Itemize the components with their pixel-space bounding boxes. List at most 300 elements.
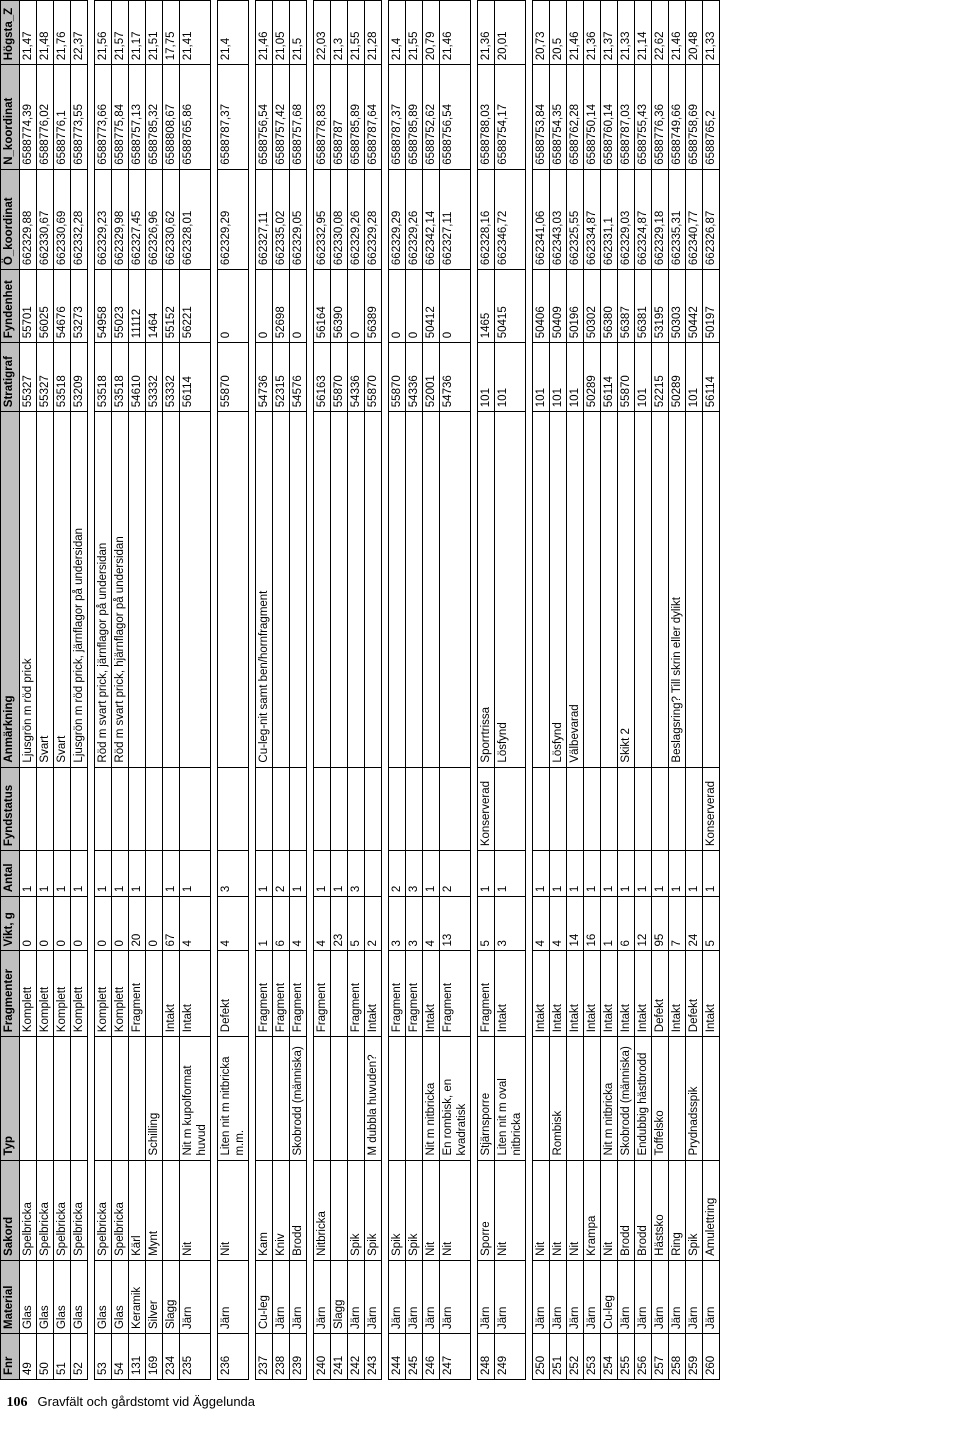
table-cell: Järn [218,1260,249,1333]
column-header: N_koordinat [1,65,20,170]
table-cell: 21,56 [95,1,112,65]
table-cell [54,767,71,851]
table-cell: 6588752,62 [423,65,440,170]
table-cell: 0 [406,270,423,343]
table-cell [533,1037,550,1160]
table-cell: Intakt [163,951,180,1037]
table-cell: Fragment [440,951,471,1037]
table-cell: 169 [146,1334,163,1380]
table-cell [146,951,163,1037]
table-cell [331,412,348,767]
table-cell: 56163 [314,343,331,412]
table-cell: 21,48 [37,1,54,65]
table-cell: Nit [440,1160,471,1260]
table-cell [389,767,406,851]
table-cell: 251 [550,1334,567,1380]
table-cell: 16 [584,897,601,951]
table-cell: Intakt [601,951,618,1037]
table-cell: Intakt [703,951,720,1037]
table-cell: Defekt [652,951,669,1037]
table-cell: Spelbricka [37,1160,54,1260]
table-cell: 240 [314,1334,331,1380]
table-cell: Ljusgrön m röd prick [20,412,37,767]
column-header: Anmärkning [1,412,20,767]
table-row [95,1,112,1380]
table-cell: 0 [95,897,112,951]
table-cell: 21,5 [290,1,307,65]
table-cell: 13 [440,897,471,951]
table-cell: Kniv [273,1160,290,1260]
table-cell: 244 [389,1334,406,1380]
table-cell: 21,41 [180,1,211,65]
table-cell: Järn [478,1260,495,1333]
table-cell: Spik [365,1160,382,1260]
table-row [20,1,37,1380]
table-cell [273,767,290,851]
table-cell [331,1160,348,1260]
table-row [348,1,365,1380]
table-cell: 56164 [314,270,331,343]
table-cell: 1 [669,851,686,897]
table-header-row [1,1,20,1380]
table-cell: Intakt [423,951,440,1037]
table-row [331,1,348,1380]
table-cell: 1 [567,851,584,897]
table-cell: Järn [669,1260,686,1333]
table-cell: 252 [567,1334,584,1380]
table-cell: 22,62 [652,1,669,65]
table-cell: 0 [256,270,273,343]
table-cell: 662328,16 [478,169,495,269]
table-cell [331,1037,348,1160]
table-cell: Järn [389,1260,406,1333]
table-cell: Nit m nitbricka [601,1037,618,1160]
table-cell: 4 [550,897,567,951]
table-cell: 56025 [37,270,54,343]
table-cell: 53518 [112,343,129,412]
table-cell: 55870 [618,343,635,412]
table-cell: 0 [20,897,37,951]
table-cell: 56381 [635,270,652,343]
table-cell: 6588760,14 [601,65,618,170]
table-cell: 662341,06 [533,169,550,269]
group-spacer [471,1,478,1380]
table-cell [406,767,423,851]
table-cell: Skobrodd (människa) [290,1037,307,1160]
table-cell: 49 [20,1334,37,1380]
table-cell: 1 [423,851,440,897]
table-cell: 662329,29 [389,169,406,269]
column-header: Fyndenhet [1,270,20,343]
table-cell: Komplett [37,951,54,1037]
table-cell: 6588773,55 [71,65,88,170]
table-cell: 54958 [95,270,112,343]
table-cell: 101 [635,343,652,412]
table-cell [652,412,669,767]
table-cell: 20,73 [533,1,550,65]
table-row [112,1,129,1380]
table-cell: 50302 [584,270,601,343]
table-cell: Cu-leg [256,1260,273,1333]
table-cell: 55701 [20,270,37,343]
table-cell: 21,55 [406,1,423,65]
table-cell: 6588776,36 [652,65,669,170]
table-cell: 6588788,03 [478,65,495,170]
table-cell: 253 [584,1334,601,1380]
table-cell: 662335,02 [273,169,290,269]
table-cell: 21,46 [567,1,584,65]
table-cell [389,1037,406,1160]
table-cell: 1 [37,851,54,897]
table-cell: 55023 [112,270,129,343]
table-cell: Liten nit m nitbricka m.m. [218,1037,249,1160]
table-cell: 4 [533,897,550,951]
table-cell: 1 [703,851,720,897]
table-cell: 1 [180,851,211,897]
table-cell: 53518 [54,343,71,412]
table-cell: 54676 [54,270,71,343]
table-row [440,1,471,1380]
table-cell [618,767,635,851]
table-cell [37,767,54,851]
table-cell: 3 [406,897,423,951]
table-cell: 53209 [71,343,88,412]
table-cell [440,767,471,851]
table-cell: 0 [112,897,129,951]
table-cell [601,767,618,851]
table-cell [423,767,440,851]
table-cell: Cu-leg-nit samt ben/hornfragment [256,412,273,767]
table-cell: Intakt [495,951,526,1037]
table-cell: Komplett [20,951,37,1037]
table-cell: 12 [635,897,652,951]
table-cell: 55870 [365,343,382,412]
table-cell: 6588787,03 [618,65,635,170]
table-cell: 6588775,84 [112,65,129,170]
table-cell: 56114 [601,343,618,412]
table-cell: Fragment [314,951,331,1037]
table-cell: 21,05 [273,1,290,65]
table-cell: 5 [703,897,720,951]
table-cell: Järn [703,1260,720,1333]
table-cell: 0 [146,897,163,951]
table-cell [95,1037,112,1160]
table-cell: Järn [314,1260,331,1333]
table-cell: 1 [256,897,273,951]
table-cell: Skobrodd (människa) [618,1037,635,1160]
table-cell: 662329,03 [618,169,635,269]
table-cell: 50303 [669,270,686,343]
table-cell: 662329,05 [290,169,307,269]
table-cell [20,767,37,851]
table-cell [533,412,550,767]
table-cell: 20,79 [423,1,440,65]
table-cell: Järn [423,1260,440,1333]
table-cell: Slagg [331,1260,348,1333]
table-cell [163,1037,180,1160]
table-cell: 54610 [129,343,146,412]
table-cell: 50409 [550,270,567,343]
table-cell: 234 [163,1334,180,1380]
table-cell: Toffelsko [652,1037,669,1160]
table-row [495,1,526,1380]
table-cell: Spik [406,1160,423,1260]
table-row [290,1,307,1380]
table-cell: 21,46 [669,1,686,65]
table-cell: 3 [218,851,249,897]
table-cell: 53332 [146,343,163,412]
table-cell: 662327,45 [129,169,146,269]
page-number: 106 [6,1395,28,1410]
table-cell: 56221 [180,270,211,343]
table-cell: Glas [112,1260,129,1333]
table-cell: 6588755,43 [635,65,652,170]
table-cell: 24 [686,897,703,951]
table-cell: 52 [71,1334,88,1380]
table-cell: 0 [348,270,365,343]
table-cell: 6588787,37 [218,65,249,170]
table-cell: Amulettring [703,1160,720,1260]
table-cell: Järn [686,1260,703,1333]
table-cell: 20,01 [495,1,526,65]
table-cell: Fragment [478,951,495,1037]
table-cell: 662342,14 [423,169,440,269]
table-cell: 56389 [365,270,382,343]
table-cell: Fragment [389,951,406,1037]
table-cell: Brodd [635,1160,652,1260]
table-cell: 3 [495,897,526,951]
table-cell: 56114 [703,343,720,412]
table-cell: 1 [550,851,567,897]
table-cell: 55870 [389,343,406,412]
table-cell: Intakt [669,951,686,1037]
table-cell: 101 [686,343,703,412]
column-header: Vikt, g [1,897,20,951]
table-cell: 662326,96 [146,169,163,269]
table-row [54,1,71,1380]
table-cell: 257 [652,1334,669,1380]
table-cell: 20 [129,897,146,951]
table-cell: Järn [273,1260,290,1333]
table-cell: Spik [389,1160,406,1260]
group-spacer [249,1,256,1380]
group-spacer [211,1,218,1380]
table-cell: Spelbricka [95,1160,112,1260]
table-cell [71,1037,88,1160]
table-cell: 54736 [440,343,471,412]
table-cell: 259 [686,1334,703,1380]
table-cell: 1 [54,851,71,897]
table-cell: 254 [601,1334,618,1380]
table-cell: Välbevarad [567,412,584,767]
table-cell: 1 [478,851,495,897]
table-cell: Lösfynd [495,412,526,767]
table-cell [290,767,307,851]
table-row [584,1,601,1380]
table-cell: 22,37 [71,1,88,65]
table-cell: 21,33 [618,1,635,65]
table-cell [584,767,601,851]
table-cell: 50197 [703,270,720,343]
table-cell: Komplett [54,951,71,1037]
table-row [618,1,635,1380]
table-cell: Sporrtrissa [478,412,495,767]
table-cell: 21,76 [54,1,71,65]
table-cell [567,1037,584,1160]
table-row [180,1,211,1380]
table-cell [550,767,567,851]
table-cell [146,767,163,851]
table-cell: 1 [533,851,550,897]
table-cell [180,412,211,767]
table-cell: 1 [584,851,601,897]
table-cell: 0 [71,897,88,951]
table-cell: 56387 [618,270,635,343]
table-cell: 1 [290,851,307,897]
table-cell: 50289 [669,343,686,412]
table-cell: 0 [290,270,307,343]
table-cell: 6588787,37 [389,65,406,170]
table-cell [331,951,348,1037]
table-cell: 662327,11 [256,169,273,269]
table-cell: 662327,11 [440,169,471,269]
table-cell: Järn [652,1260,669,1333]
table-cell: 0 [54,897,71,951]
table-cell: 6588776,1 [54,65,71,170]
table-cell: 21,46 [256,1,273,65]
table-cell: 662330,67 [37,169,54,269]
table-cell: Ljusgrön m röd prick, järnflagor på undersidan [71,412,88,767]
table-cell [95,767,112,851]
table-cell: 56114 [180,343,211,412]
table-cell [635,412,652,767]
table-cell: Skikt 2 [618,412,635,767]
table-cell [163,412,180,767]
table-cell: 258 [669,1334,686,1380]
table-cell: M dubbla huvuden? [365,1037,382,1160]
table-cell: Glas [20,1260,37,1333]
table-cell [584,412,601,767]
table-cell: Järn [290,1260,307,1333]
table-cell [348,1037,365,1160]
table-row [567,1,584,1380]
table-cell: 662343,03 [550,169,567,269]
table-cell: Fragment [129,951,146,1037]
table-cell [256,1037,273,1160]
table-cell [163,1160,180,1260]
table-cell: Järn [348,1260,365,1333]
table-cell: 56390 [331,270,348,343]
table-cell: 6588754,35 [550,65,567,170]
table-cell: Komplett [95,951,112,1037]
table-cell [686,412,703,767]
table-cell: 662330,08 [331,169,348,269]
table-cell: 21,3 [331,1,348,65]
table-row [365,1,382,1380]
table-cell [129,412,146,767]
table-cell: Intakt [180,951,211,1037]
table-cell: Nit [567,1160,584,1260]
table-cell: 662325,55 [567,169,584,269]
table-cell [423,412,440,767]
table-cell: Spelbricka [20,1160,37,1260]
table-cell [54,1037,71,1160]
table-cell: 1464 [146,270,163,343]
table-cell: 2 [365,897,382,951]
table-row [669,1,686,1380]
table-cell: Komplett [71,951,88,1037]
table-row [533,1,550,1380]
table-cell: 2 [440,851,471,897]
table-cell: 14 [567,897,584,951]
table-cell: Spik [686,1160,703,1260]
table-cell: 50412 [423,270,440,343]
table-cell: 1465 [478,270,495,343]
table-cell: 4 [314,897,331,951]
table-cell: Nit [550,1160,567,1260]
table-cell: 21,14 [635,1,652,65]
table-cell: 22,03 [314,1,331,65]
table-cell: 6588757,42 [273,65,290,170]
table-cell: Brodd [290,1160,307,1260]
table-cell: Defekt [686,951,703,1037]
table-cell: 23 [331,897,348,951]
table-cell: 1 [112,851,129,897]
group-spacer [382,1,389,1380]
column-header: Typ [1,1037,20,1160]
table-cell: 1 [495,851,526,897]
table-cell [273,412,290,767]
table-cell: 0 [37,897,54,951]
table-cell: 6588749,66 [669,65,686,170]
table-cell: Nit [495,1160,526,1260]
column-header: Ö_koordinat [1,169,20,269]
table-cell [365,412,382,767]
table-cell: Järn [406,1260,423,1333]
table-cell: 53 [95,1334,112,1380]
table-cell: Konserverad [703,767,720,851]
table-cell: 1 [331,851,348,897]
table-cell: 236 [218,1334,249,1380]
table-cell [129,1037,146,1160]
table-cell: 1 [686,851,703,897]
table-cell: 241 [331,1334,348,1380]
table-cell: Sporre [478,1160,495,1260]
table-cell: 662331,1 [601,169,618,269]
table-cell: Glas [71,1260,88,1333]
table-cell: Spelbricka [71,1160,88,1260]
column-header: Högsta_Z [1,1,20,65]
table-row [256,1,273,1380]
table-cell: 0 [440,270,471,343]
table-cell: 50289 [584,343,601,412]
table-cell: Röd m svart prick, järnflagor på undersidan [95,412,112,767]
table-cell: 6588753,84 [533,65,550,170]
table-cell: 54 [112,1334,129,1380]
table-cell: 662329,28 [365,169,382,269]
table-cell: 243 [365,1334,382,1380]
table-cell [290,412,307,767]
table-cell: Spelbricka [54,1160,71,1260]
table-cell: Glas [54,1260,71,1333]
table-cell: 55870 [331,343,348,412]
table-cell: 21,57 [112,1,129,65]
table-cell: 95 [652,897,669,951]
table-cell: 260 [703,1334,720,1380]
table-cell [601,412,618,767]
table-cell: 238 [273,1334,290,1380]
table-cell: Nit [533,1160,550,1260]
